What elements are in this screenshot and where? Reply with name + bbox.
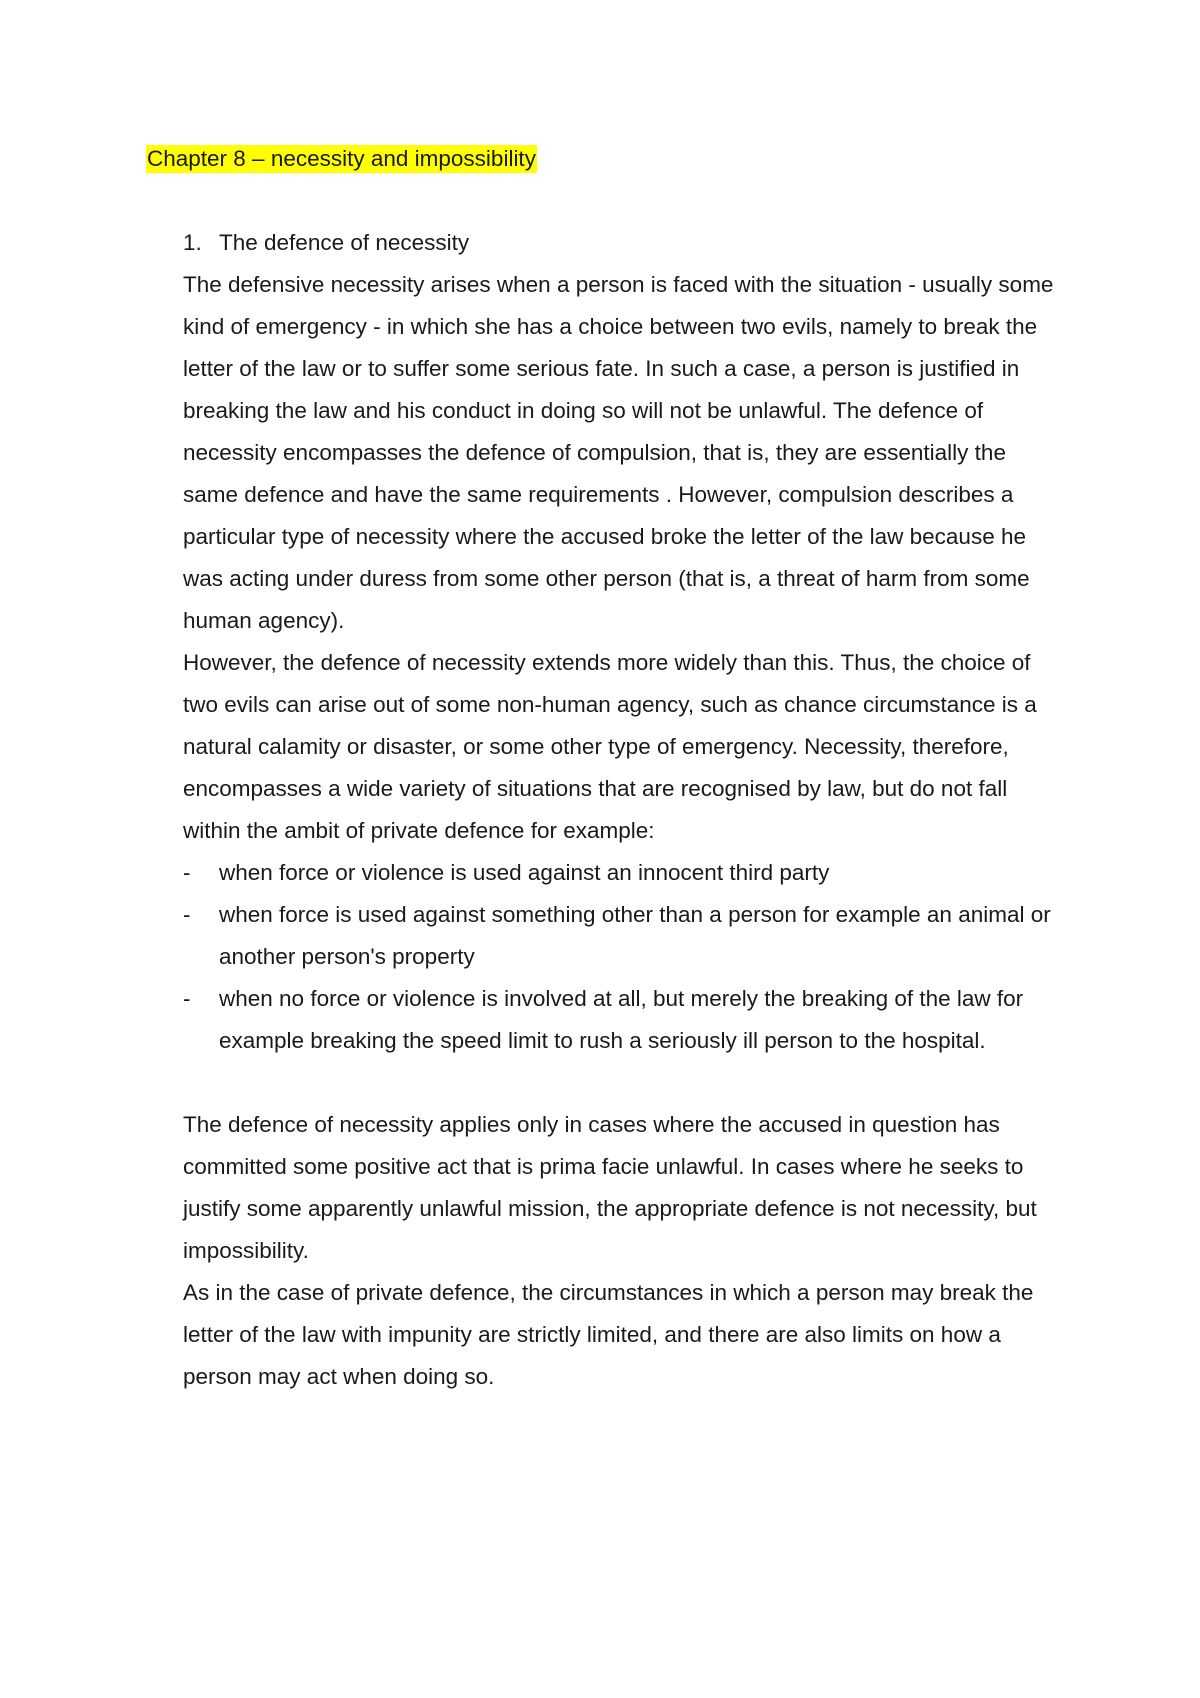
- list-item-text: when force is used against something other than a person for example an animal or another person's property: [219, 902, 1051, 969]
- paragraph-spacer: [183, 1062, 1063, 1104]
- bullet-dash: -: [183, 902, 191, 927]
- list-item-text: when no force or violence is involved at all, but merely the breaking of the law for example breaking the speed limit to rush a seriously ill person to the hospital.: [219, 986, 1024, 1053]
- list-item: [183, 978, 1063, 1062]
- section-heading: [183, 222, 1063, 264]
- list-item-text: when force or violence is used against an innocent third party: [219, 860, 830, 885]
- list-item: [183, 894, 1063, 978]
- body-paragraph: However, the defence of necessity extends more widely than this. Thus, the choice of two evils can arise out of some non-human agency, such as chance circumstance is a natural calamity or disaster, or some other type of emergency. Necessity, therefore, encompasses a wide variety of situations that are recognised by law, but do not fall within the ambit of private defence for example:: [183, 650, 1037, 843]
- chapter-title: Chapter 8 – necessity and impossibility: [147, 146, 536, 171]
- document-body: [183, 222, 1063, 1398]
- body-paragraph: The defence of necessity applies only in cases where the accused in question has committed some positive act that is prima facie unlawful. In cases where he seeks to justify some apparently unlawful mission, the appropriate defence is not necessity, but impossibility.: [183, 1112, 1037, 1263]
- bullet-dash: -: [183, 986, 191, 1011]
- body-paragraph: The defensive necessity arises when a person is faced with the situation - usually some kind of emergency - in which she has a choice between two evils, namely to break the letter of the law or to suffer some serious fate. In such a case, a person is justified in breaking the law and his conduct in doing so will not be unlawful. The defence of necessity encompasses the defence of compulsion, that is, they are essentially the same defence and have the same requirements . However, compulsion describes a particular type of necessity where the accused broke the letter of the law because he was acting under duress from some other person (that is, a threat of harm from some human agency).: [183, 272, 1054, 633]
- body-paragraph: As in the case of private defence, the circumstances in which a person may break the letter of the law with impunity are strictly limited, and there are also limits on how a person may act when doing so.: [183, 1280, 1034, 1389]
- bullet-dash: -: [183, 860, 191, 885]
- section-number: 1.: [183, 230, 202, 255]
- list-item: [183, 852, 1063, 894]
- section-heading-text: The defence of necessity: [219, 230, 470, 255]
- bullet-list: [183, 852, 1063, 1062]
